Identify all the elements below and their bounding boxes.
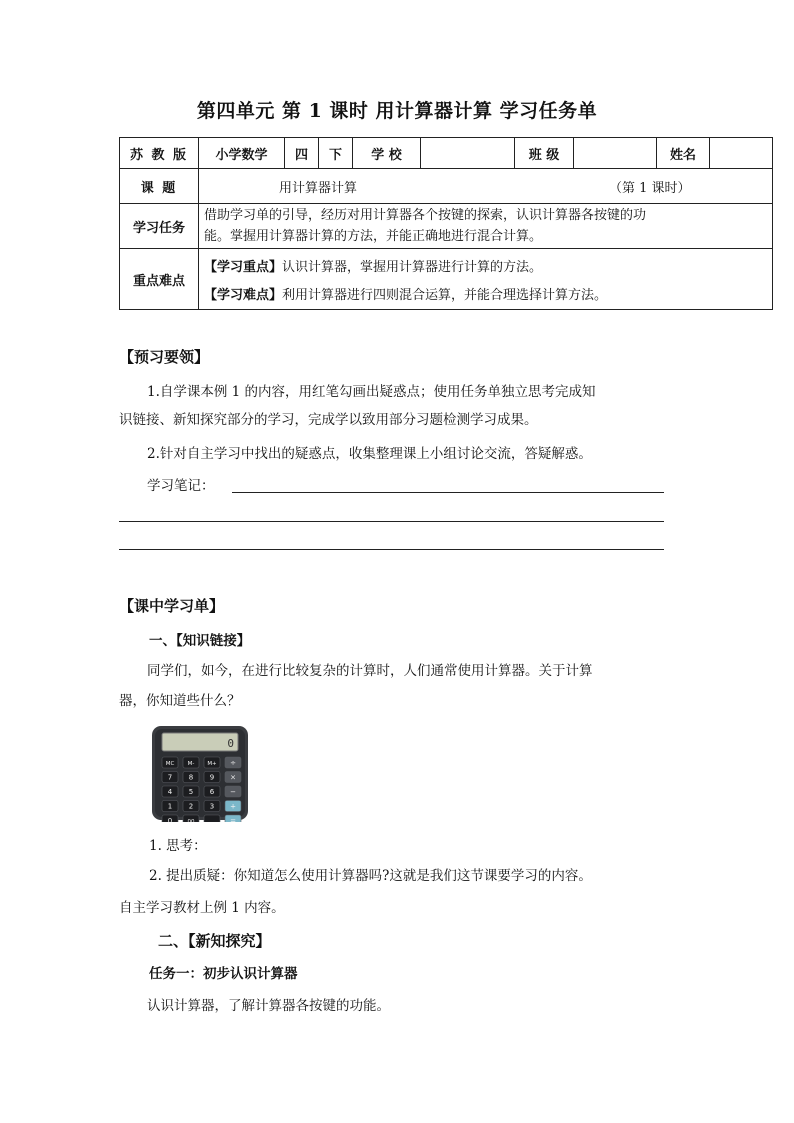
calculator-key-label: 0 (167, 817, 173, 822)
calculator-key-label: 4 (167, 788, 173, 796)
class-label: 班 级 (515, 138, 574, 169)
preview-p1-line1: 1.自学课本例 1 的内容，用红笔勾画出疑惑点；使用任务单独立思考完成知 (147, 384, 596, 400)
section1-line1: 同学们，如今，在进行比较复杂的计算时，人们通常使用计算器。关于计算 (147, 663, 593, 679)
page-title: 第四单元 第 1 课时 用计算器计算 学习任务单 (196, 100, 598, 122)
name-label: 姓名 (657, 138, 710, 169)
calculator-key-label: = (230, 817, 236, 822)
key-point-text: 认识计算器，掌握用计算器进行计算的方法。 (282, 259, 543, 275)
calculator-key-label: . (210, 817, 214, 822)
calculator-key-label: 2 (188, 802, 194, 811)
notes-line-3[interactable] (119, 549, 664, 550)
calculator-key-label: 7 (167, 773, 173, 782)
preview-p1-line2: 识链接、新知探究部分的学习，完成学以致用部分习题检测学习成果。 (119, 412, 538, 428)
question-1: 1. 思考： (149, 838, 207, 854)
notes-line-1[interactable] (232, 492, 664, 493)
calculator-display-value: 0 (227, 737, 234, 750)
calculator-key-label: 1 (167, 802, 173, 811)
key-point-tag: 【学习重点】 (204, 259, 283, 275)
school-label: 学 校 (353, 138, 421, 169)
calculator-key-label: × (230, 773, 236, 782)
notes-label: 学习笔记： (147, 478, 215, 494)
preview-p2: 2.针对自主学习中找出的疑惑点，收集整理课上小组讨论交流，答疑解惑。 (147, 446, 592, 462)
calculator-key-label: MC (165, 761, 175, 767)
calculator-key-label: − (230, 788, 236, 796)
topic-label: 课 题 (120, 169, 199, 204)
task-line-2: 能。掌握用计算器计算的方法，并能正确地进行混合计算。 (204, 229, 543, 244)
calculator-image (150, 724, 250, 822)
task-line-1: 借助学习单的引导，经历对用计算器各个按键的探索，认识计算器各按键的功 (204, 208, 647, 223)
key-cell (199, 249, 773, 310)
task1-text: 认识计算器，了解计算器各按键的功能。 (147, 998, 390, 1014)
calculator-key-label: 9 (209, 773, 215, 782)
calculator-key-label: M+ (207, 761, 217, 767)
preview-heading: 【预习要领】 (119, 348, 210, 366)
calculator-key-label: M- (187, 761, 195, 767)
difficulty-line (204, 284, 767, 303)
section2-heading: 二、【新知探究】 (158, 932, 271, 950)
topic-value: 用计算器计算 (279, 181, 358, 196)
calculator-key-label: 8 (188, 773, 194, 782)
question-2-line1: 2. 提出质疑：你知道怎么使用计算器吗?这就是我们这节课要学习的内容。 (149, 868, 592, 884)
calculator-key-label: ÷ (230, 759, 236, 767)
calculator-key-label: 6 (209, 788, 215, 796)
question-2-line2: 自主学习教材上例 1 内容。 (119, 900, 285, 916)
school-field[interactable] (421, 138, 515, 169)
notes-line-2[interactable] (119, 521, 664, 522)
task-label: 学习任务 (120, 204, 199, 249)
calculator-key-label: 3 (209, 802, 215, 811)
section1-heading: 一、【知识链接】 (149, 633, 251, 649)
info-table (119, 137, 773, 310)
difficulty-text: 利用计算器进行四则混合运算，并能合理选择计算方法。 (282, 287, 608, 303)
topic-cell (199, 169, 773, 204)
task-cell (199, 204, 773, 249)
calculator-key-label: + (230, 802, 236, 811)
classwork-heading: 【课中学习单】 (119, 597, 225, 615)
name-field[interactable] (710, 138, 773, 169)
task1-heading: 任务一：初步认识计算器 (149, 966, 298, 982)
publisher-label: 苏 教 版 (120, 138, 199, 169)
term-cell: 下 (319, 138, 353, 169)
class-field[interactable] (574, 138, 657, 169)
calculator-key-label: 00 (187, 819, 195, 822)
key-point-line (204, 256, 767, 275)
lesson-number: （第 1 课时） (609, 181, 691, 196)
difficulty-tag: 【学习难点】 (204, 287, 283, 303)
section1-line2: 器，你知道些什么？ (119, 693, 241, 709)
subject-cell: 小学数学 (199, 138, 285, 169)
calculator-key-label: 5 (188, 788, 194, 796)
key-label: 重点难点 (120, 249, 199, 310)
grade-cell: 四 (285, 138, 319, 169)
